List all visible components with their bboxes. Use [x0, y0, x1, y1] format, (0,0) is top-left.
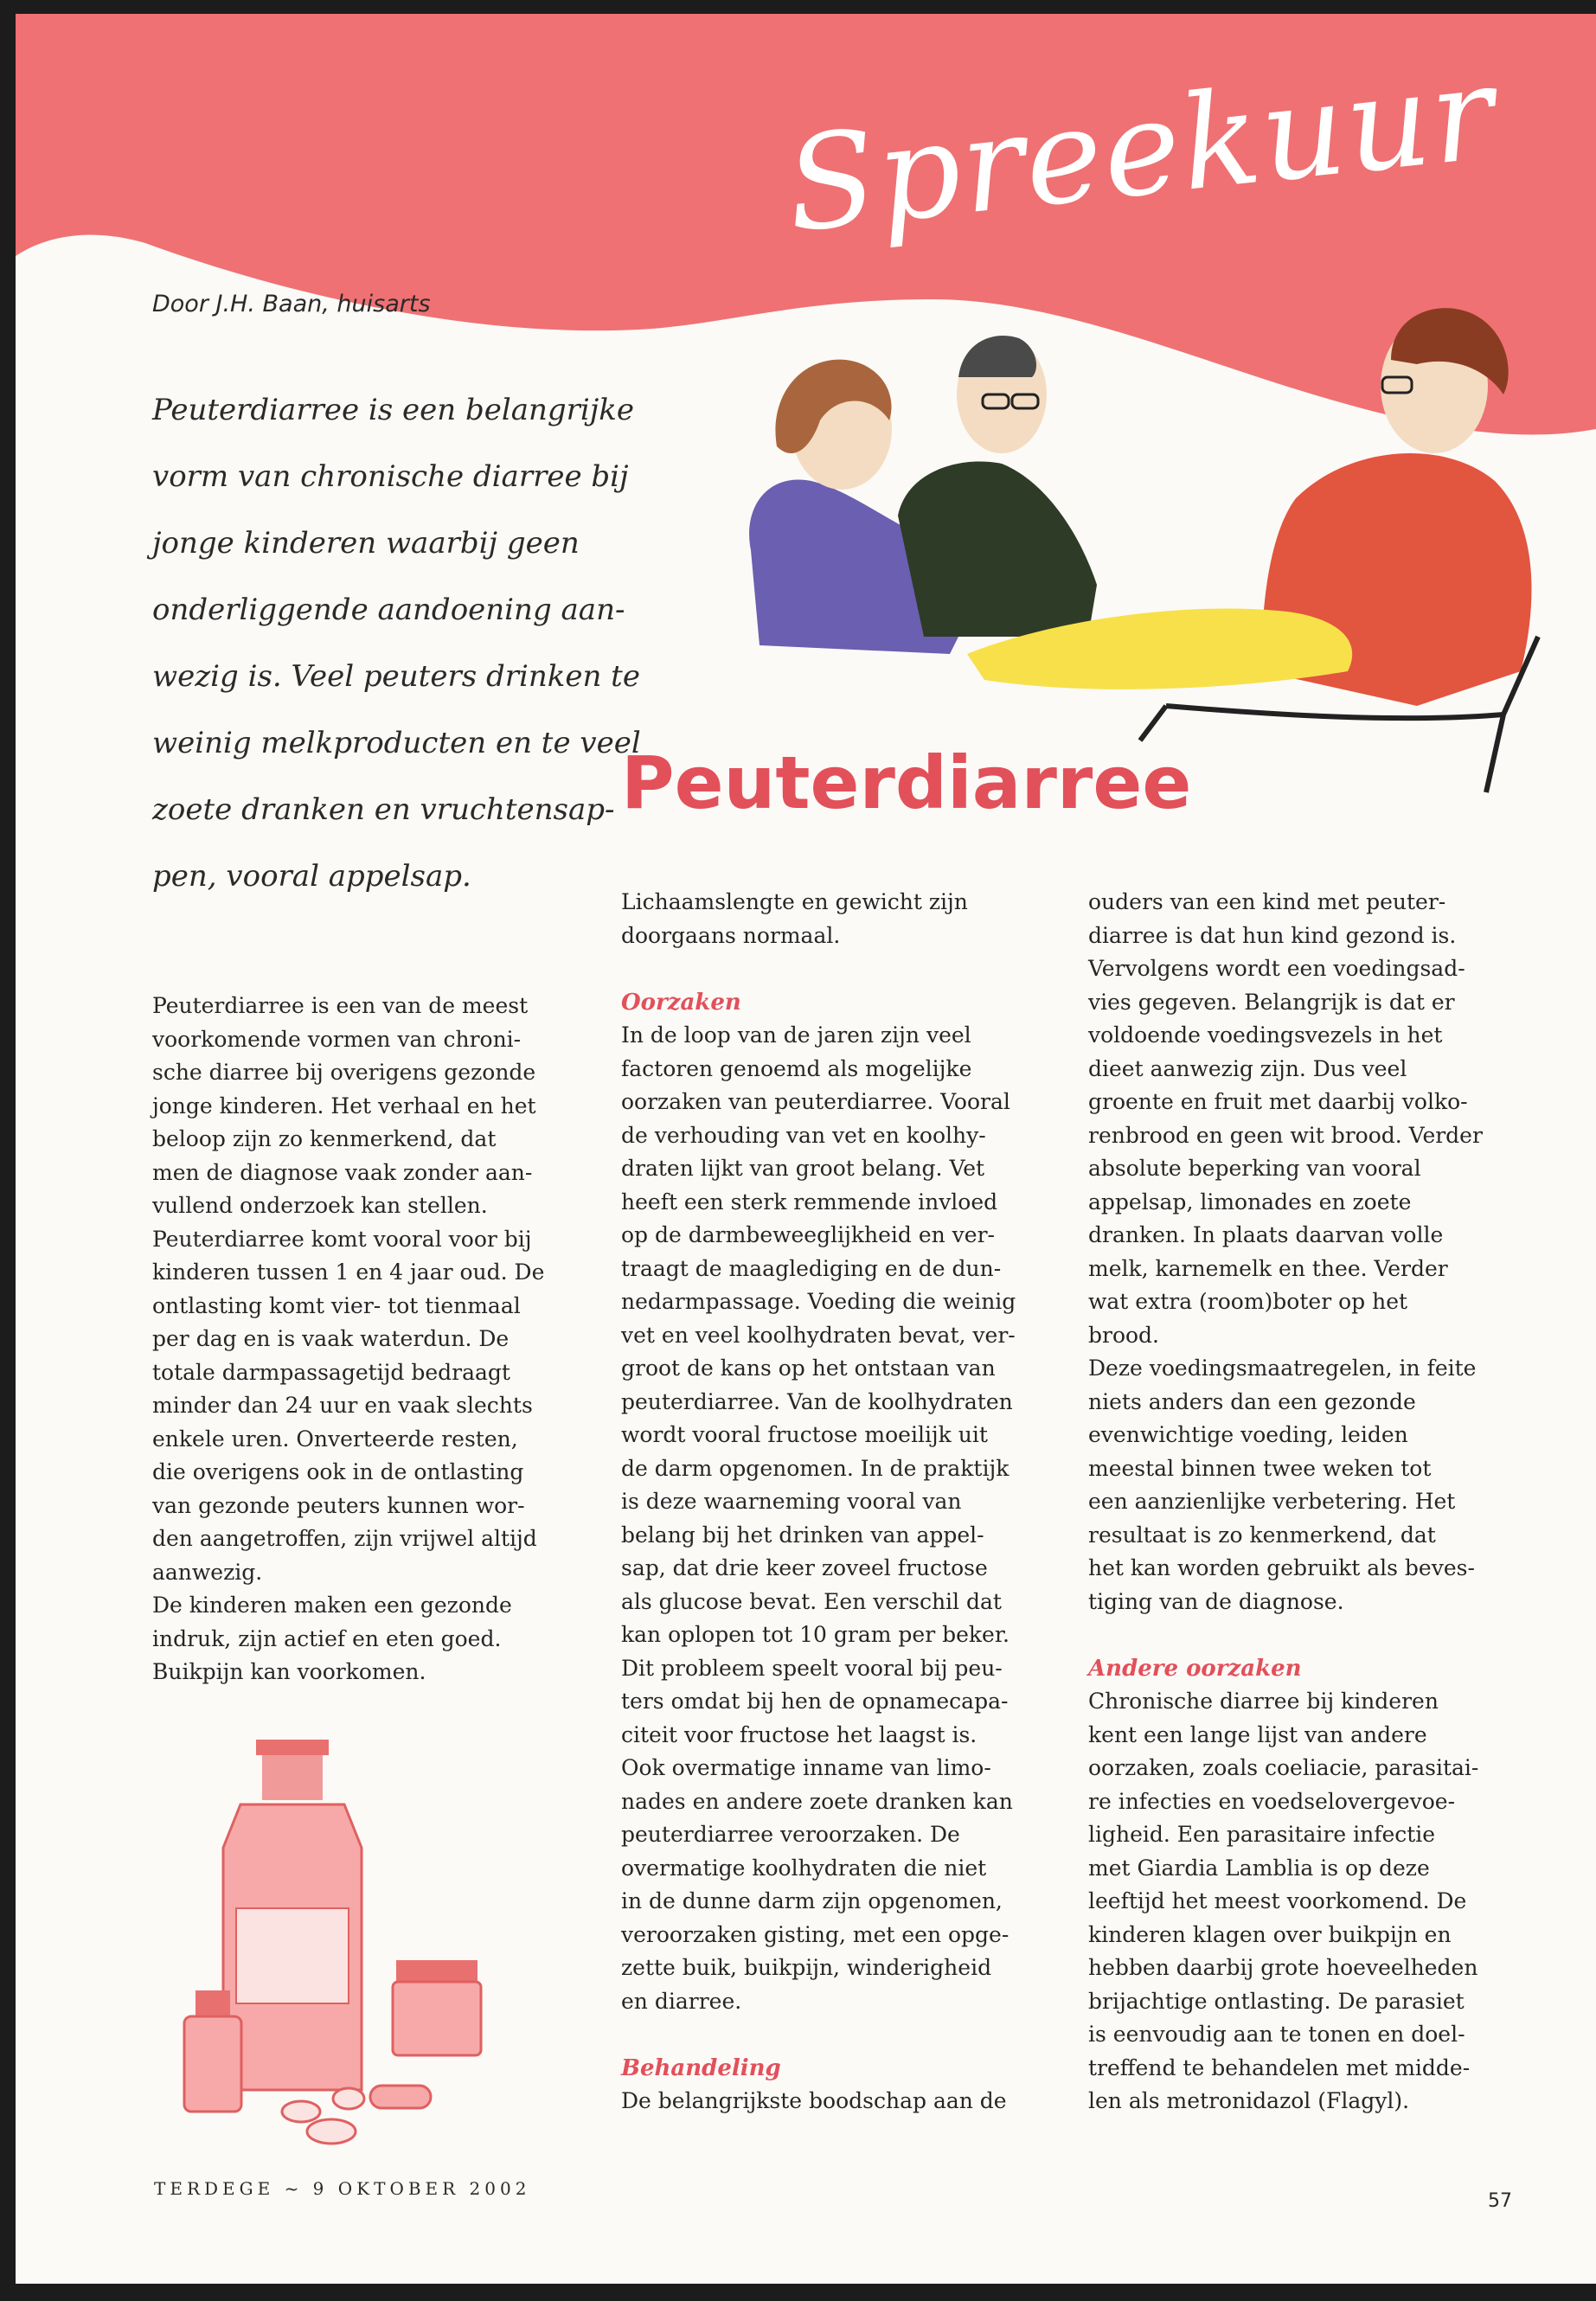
- intro-line: vorm van chronische diarree bij: [152, 459, 629, 494]
- text-line: Peuterdiarree komt vooral voor bij: [152, 1226, 532, 1252]
- text-line: diarree is dat hun kind gezond is.: [1088, 922, 1457, 948]
- text-line: Dit probleem speelt vooral bij peu-: [621, 1655, 1003, 1681]
- text-line: treffend te behandelen met midde-: [1088, 2054, 1471, 2080]
- text-line: tiging van de diagnose.: [1088, 1588, 1344, 1614]
- column-2: [621, 886, 1062, 2118]
- text-line: ontlasting komt vier- tot tienmaal: [152, 1292, 521, 1318]
- text-line: op de darmbeweeglijkheid en ver-: [621, 1222, 995, 1247]
- text-line: beloop zijn zo kenmerkend, dat: [152, 1126, 497, 1151]
- text-line: factoren genoemd als mogelijke: [621, 1055, 972, 1081]
- paragraph-gap: [1088, 1618, 1538, 1652]
- text-line: ligheid. Een parasitaire infectie: [1088, 1822, 1436, 1847]
- text-line: belang bij het drinken van appel-: [621, 1522, 984, 1548]
- text-line: vet en veel koolhydraten bevat, ver-: [621, 1322, 1016, 1348]
- intro-line: Peuterdiarree is een belangrijke: [152, 393, 635, 427]
- text-line: renbrood en geen wit brood. Verder: [1088, 1122, 1483, 1148]
- text-line: aanwezig.: [152, 1559, 263, 1585]
- text-line: brood.: [1088, 1322, 1160, 1348]
- text-line: vies gegeven. Belangrijk is dat er: [1088, 989, 1455, 1015]
- text-line: Ook overmatige inname van limo-: [621, 1755, 991, 1780]
- text-line: ters omdat bij hen de opnamecapa-: [621, 1689, 1009, 1714]
- text-line: nades en andere zoete dranken kan: [621, 1788, 1013, 1814]
- text-line: nedarmpassage. Voeding die weinig: [621, 1289, 1016, 1314]
- text-line: melk, karnemelk en thee. Verder: [1088, 1255, 1448, 1281]
- heading-behandeling: Behandeling: [621, 2054, 781, 2081]
- text-line: per dag en is vaak waterdun. De: [152, 1326, 510, 1351]
- text-line: en diarree.: [621, 1988, 742, 2014]
- text-line: citeit voor fructose het laagst is.: [621, 1721, 977, 1747]
- text-line: voldoende voedingsvezels in het: [1088, 1022, 1443, 1048]
- text-line: den aangetroffen, zijn vrijwel altijd: [152, 1526, 537, 1551]
- paragraph-gap: [621, 952, 1062, 986]
- text-line: meestal binnen twee weken tot: [1088, 1455, 1432, 1481]
- text-line: De belangrijkste boodschap aan de: [621, 2088, 1007, 2113]
- text-line: minder dan 24 uur en vaak slechts: [152, 1393, 533, 1418]
- text-line: jonge kinderen. Het verhaal en het: [152, 1093, 536, 1118]
- text-line: kan oplopen tot 10 gram per beker.: [621, 1622, 1010, 1647]
- text-line: len als metronidazol (Flagyl).: [1088, 2088, 1410, 2113]
- text-line: dieet aanwezig zijn. Dus veel: [1088, 1055, 1407, 1081]
- text-line: enkele uren. Onverteerde resten,: [152, 1426, 518, 1452]
- text-line: veroorzaken gisting, met een opge-: [621, 1921, 1010, 1947]
- text-line: is deze waarneming vooral van: [621, 1489, 962, 1514]
- magazine-page: [16, 14, 1596, 2284]
- text-line: Vervolgens wordt een voedingsad-: [1088, 956, 1465, 981]
- text-line: Peuterdiarree is een van de meest: [152, 993, 529, 1018]
- text-line: re infecties en voedselovergevoe-: [1088, 1788, 1456, 1814]
- text-line: groot de kans op het ontstaan van: [621, 1356, 996, 1381]
- intro-line: pen, vooral appelsap.: [152, 859, 471, 894]
- text-line: in de dunne darm zijn opgenomen,: [621, 1888, 1003, 1913]
- text-line: is eenvoudig aan te tonen en doel-: [1088, 2022, 1465, 2047]
- paragraph-gap: [621, 2018, 1062, 2052]
- text-line: absolute beperking van vooral: [1088, 1156, 1421, 1181]
- article-title: Peuterdiarree: [621, 740, 1192, 825]
- byline: Door J.H. Baan, huisarts: [152, 291, 431, 317]
- text-line: doorgaans normaal.: [621, 922, 841, 948]
- text-line: indruk, zijn actief en eten goed.: [152, 1625, 502, 1651]
- text-line: sche diarree bij overigens gezonde: [152, 1060, 536, 1085]
- intro-line: onderliggende aandoening aan-: [152, 593, 625, 627]
- text-line: traagt de maaglediging en de dun-: [621, 1255, 1002, 1281]
- text-line: de darm opgenomen. In de praktijk: [621, 1455, 1010, 1481]
- text-line: resultaat is zo kenmerkend, dat: [1088, 1522, 1436, 1548]
- text-line: met Giardia Lamblia is op deze: [1088, 1855, 1430, 1881]
- heading-andere-oorzaken: Andere oorzaken: [1088, 1655, 1302, 1682]
- heading-oorzaken: Oorzaken: [621, 989, 741, 1016]
- text-line: groente en fruit met daarbij volko-: [1088, 1089, 1468, 1114]
- intro-line: zoete dranken en vruchtensap-: [152, 792, 615, 827]
- text-line: oorzaken, zoals coeliacie, parasitai-: [1088, 1755, 1479, 1780]
- text-line: In de loop van de jaren zijn veel: [621, 1022, 971, 1048]
- text-line: evenwichtige voeding, leiden: [1088, 1422, 1408, 1447]
- text-line: niets anders dan een gezonde: [1088, 1388, 1416, 1414]
- text-line: Lichaamslengte en gewicht zijn: [621, 889, 968, 914]
- column-3: [1088, 886, 1538, 2118]
- text-line: die overigens ook in de ontlasting: [152, 1459, 524, 1484]
- text-line: wat extra (room)boter op het: [1088, 1289, 1408, 1314]
- text-line: als glucose bevat. Een verschil dat: [621, 1588, 1002, 1614]
- page-number: 57: [1488, 2190, 1512, 2212]
- text-line: de verhouding van vet en koolhy-: [621, 1122, 986, 1148]
- text-line: voorkomende vormen van chroni-: [152, 1026, 522, 1052]
- text-line: kinderen tussen 1 en 4 jaar oud. De: [152, 1259, 545, 1285]
- text-line: zette buik, buikpijn, winderigheid: [621, 1955, 992, 1980]
- text-line: overmatige koolhydraten die niet: [621, 1855, 987, 1881]
- intro-line: weinig melkproducten en te veel: [152, 726, 641, 760]
- text-line: dranken. In plaats daarvan volle: [1088, 1222, 1444, 1247]
- text-line: kent een lange lijst van andere: [1088, 1721, 1427, 1747]
- text-line: sap, dat drie keer zoveel fructose: [621, 1555, 988, 1580]
- intro-line: wezig is. Veel peuters drinken te: [152, 659, 640, 694]
- text-line: wordt vooral fructose moeilijk uit: [621, 1422, 988, 1447]
- text-line: vullend onderzoek kan stellen.: [152, 1193, 488, 1218]
- text-line: Deze voedingsmaatregelen, in feite: [1088, 1356, 1477, 1381]
- text-line: Chronische diarree bij kinderen: [1088, 1689, 1439, 1714]
- text-line: De kinderen maken een gezonde: [152, 1593, 512, 1618]
- text-line: peuterdiarree veroorzaken. De: [621, 1822, 960, 1847]
- text-line: totale darmpassagetijd bedraagt: [152, 1359, 510, 1385]
- text-line: een aanzienlijke verbetering. Het: [1088, 1489, 1456, 1514]
- text-line: draten lijkt van groot belang. Vet: [621, 1156, 985, 1181]
- text-line: leeftijd het meest voorkomend. De: [1088, 1888, 1467, 1913]
- text-line: brijachtige ontlasting. De parasiet: [1088, 1988, 1465, 2014]
- medicine-illustration: [16, 14, 641, 2176]
- text-line: ouders van een kind met peuter-: [1088, 889, 1446, 914]
- text-line: van gezonde peuters kunnen wor-: [152, 1492, 525, 1518]
- text-line: het kan worden gebruikt als beves-: [1088, 1555, 1475, 1580]
- text-line: hebben daarbij grote hoeveelheden: [1088, 1955, 1478, 1980]
- publication-footer: TERDEGE ~ 9 OKTOBER 2002: [154, 2178, 531, 2199]
- text-line: Buikpijn kan voorkomen.: [152, 1659, 426, 1684]
- text-line: kinderen klagen over buikpijn en: [1088, 1921, 1452, 1947]
- text-line: peuterdiarree. Van de koolhydraten: [621, 1388, 1013, 1414]
- text-line: men de diagnose vaak zonder aan-: [152, 1159, 533, 1185]
- intro-line: jonge kinderen waarbij geen: [152, 526, 580, 561]
- text-line: oorzaken van peuterdiarree. Vooral: [621, 1089, 1010, 1114]
- text-line: appelsap, limonades en zoete: [1088, 1189, 1412, 1215]
- section-logo: Spreekuur: [779, 37, 1503, 262]
- text-line: heeft een sterk remmende invloed: [621, 1189, 998, 1215]
